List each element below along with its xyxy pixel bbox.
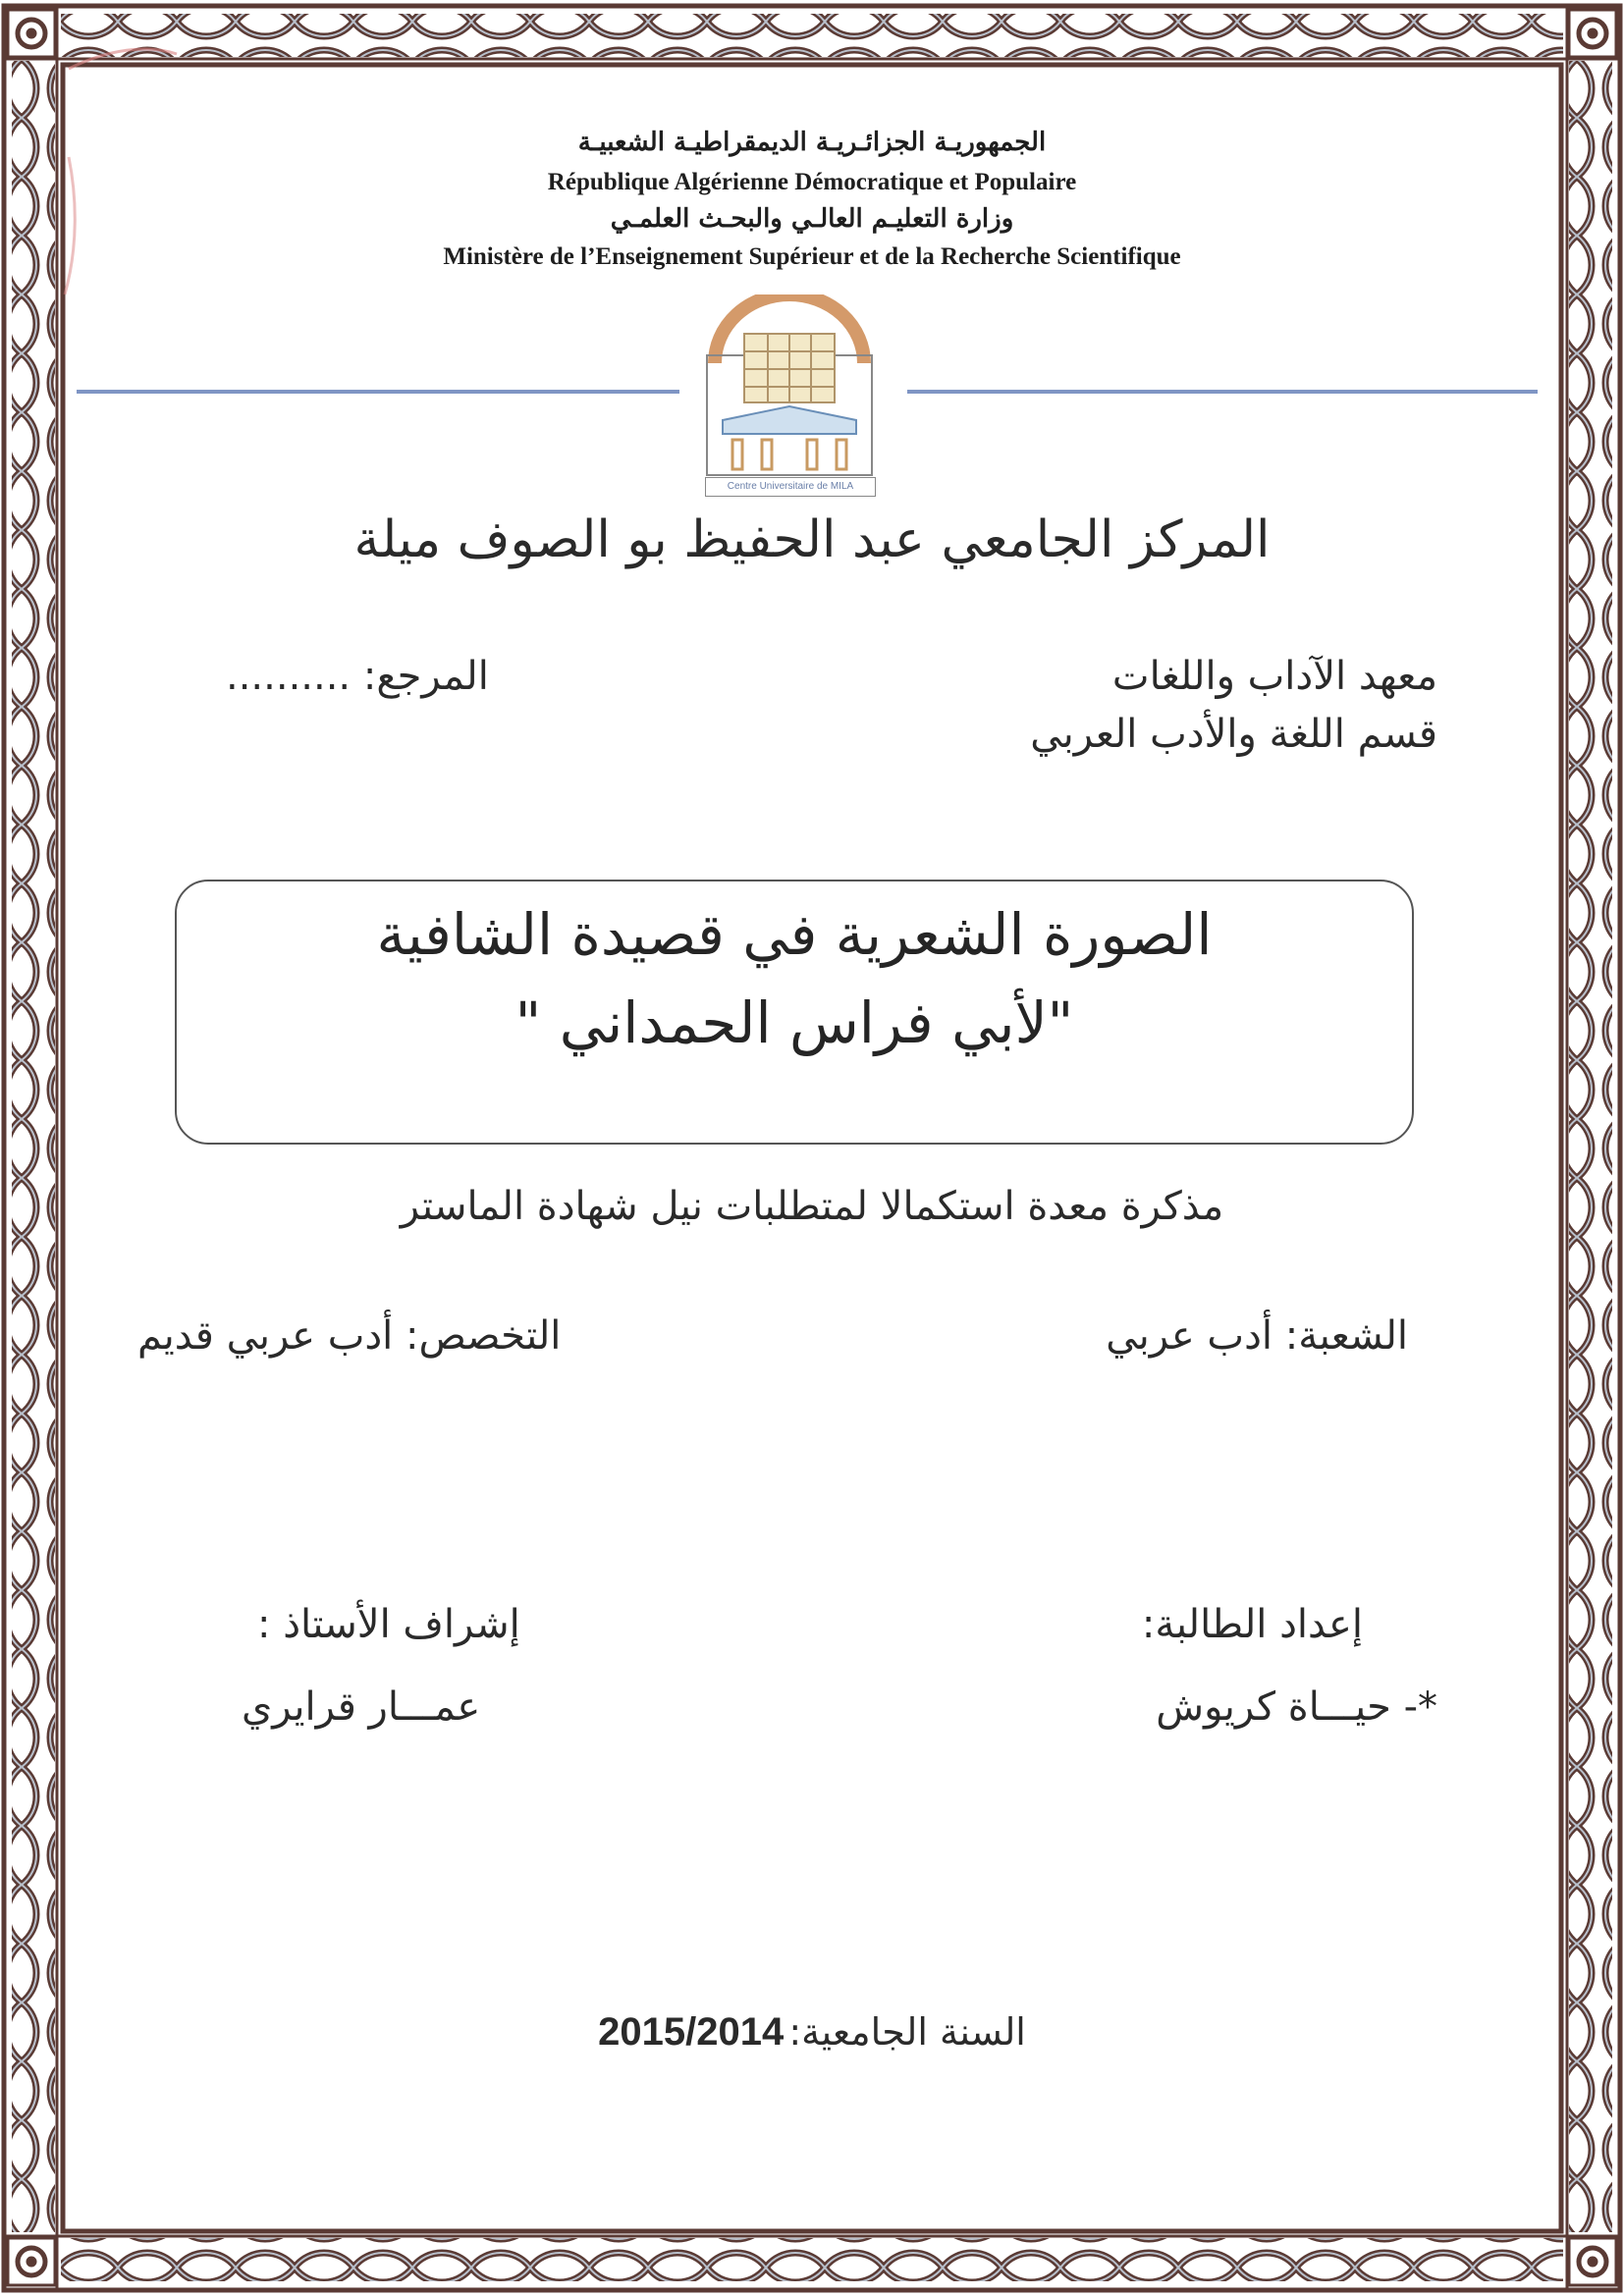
student-name: *- حيـــاة كريوش: [1156, 1684, 1437, 1730]
ministry-french: Ministère de l’Enseignement Supérieur et de la Recherche Scientifique: [443, 243, 1181, 270]
department-name: قسم اللغة والأدب العربي: [1030, 712, 1437, 757]
header-rule-right: [907, 390, 1538, 394]
ministry-arabic: وزارة التعليـم العالـي والبحـث العلمـي: [610, 204, 1014, 234]
institution-name: المركز الجامعي عبد الحفيظ بو الصوف ميلة: [353, 510, 1271, 569]
supervisor-label: إشراف الأستاذ :: [257, 1602, 520, 1647]
republic-french: République Algérienne Démocratique et Populaire: [547, 169, 1077, 195]
university-building-logo-icon: [701, 294, 878, 477]
academic-year-value: 2015/2014: [598, 2010, 785, 2054]
reference-field: المرجع: ..........: [226, 654, 489, 699]
institute-name: معهد الآداب واللغات: [1111, 654, 1437, 699]
student-label: إعداد الطالبة:: [1141, 1602, 1363, 1647]
thesis-subtitle: مذكرة معدة استكمالا لمتطلبات نيل شهادة الماستر: [400, 1184, 1224, 1229]
branch-field: الشعبة: أدب عربي: [1106, 1313, 1408, 1359]
thesis-title-line1: الصورة الشعرية في قصيدة الشافية: [376, 901, 1213, 968]
academic-year: [0, 2010, 1624, 2055]
supervisor-name: عمـــار قرايري: [242, 1684, 481, 1730]
academic-year-label: السنة الجامعية:: [788, 2010, 1026, 2054]
republic-arabic: الجمهوريـة الجزائـريـة الديمقراطيـة الشعبيـة: [577, 128, 1047, 157]
university-logo: [701, 294, 878, 497]
thesis-title-line2: "لأبي فراس الحمداني ": [514, 989, 1074, 1056]
logo-caption: Centre Universitaire de MILA: [705, 477, 876, 497]
header-rule-left: [77, 390, 679, 394]
specialty-field: التخصص: أدب عربي قديم: [137, 1313, 562, 1359]
